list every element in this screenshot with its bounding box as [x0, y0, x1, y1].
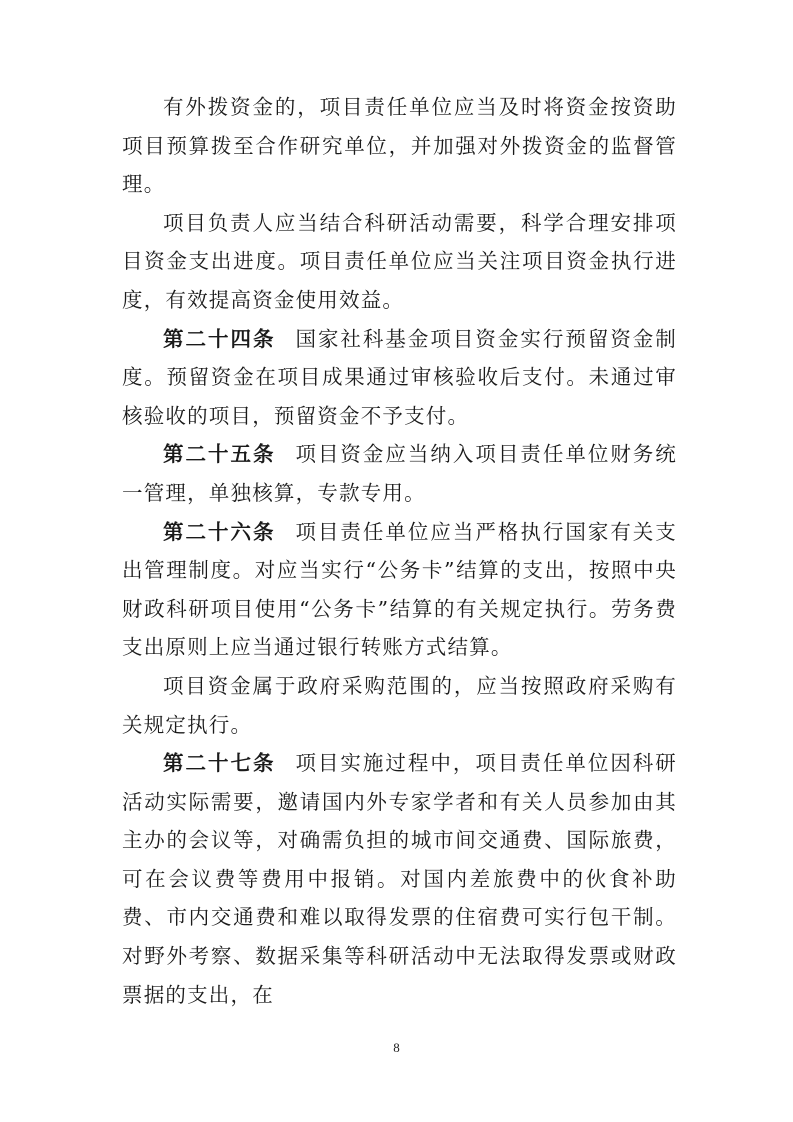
article-27 [122, 744, 677, 1014]
paragraph-2 [122, 204, 677, 320]
article-24 [122, 320, 677, 436]
paragraph-text: 项目资金应当纳入项目责任单位财务统一管理，单独核算，专款专用。 [122, 442, 677, 505]
page-number: 8 [393, 1040, 400, 1055]
article-number: 第二十六条 [163, 519, 276, 544]
paragraph-text: 国家社科基金项目资金实行预留资金制度。预留资金在项目成果通过审核验收后支付。未通过审核验收的项目，预留资金不予支付。 [122, 326, 677, 428]
article-26 [122, 513, 677, 667]
article-number: 第二十四条 [163, 326, 276, 351]
paragraph-text: 项目责任单位应当严格执行国家有关支出管理制度。对应当实行“公务卡”结算的支出，按照中央财政科研项目使用“公务卡”结算的有关规定执行。劳务费支出原则上应当通过银行转账方式结算。 [122, 519, 677, 660]
article-25 [122, 435, 677, 512]
article-number: 第二十七条 [163, 751, 276, 776]
article-number: 第二十五条 [163, 442, 276, 467]
paragraph-text: 项目资金属于政府采购范围的，应当按照政府采购有关规定执行。 [122, 673, 677, 737]
paragraph-text: 有外拨资金的，项目责任单位应当及时将资金按资助项目预算拨至合作研究单位，并加强对外拨资金的监督管理。 [122, 95, 677, 197]
paragraph-1 [122, 88, 677, 204]
paragraph-text: 项目负责人应当结合科研活动需要，科学合理安排项目资金支出进度。项目责任单位应当关注项目资金执行进度，有效提高资金使用效益。 [122, 210, 677, 312]
paragraph-procurement [122, 667, 677, 744]
paragraph-text: 项目实施过程中，项目责任单位因科研活动实际需要，邀请国内外专家学者和有关人员参加由其主办的会议等，对确需负担的城市间交通费、国际旅费，可在会议费等费用中报销。对国内差旅费中的伙食补助费、市内交通费和难以取得发票的住宿费可实行包干制。对野外考察、数据采集等科研活动中无法取得发票或财政票据的支出，在 [122, 751, 677, 1007]
document-body [122, 88, 677, 1014]
